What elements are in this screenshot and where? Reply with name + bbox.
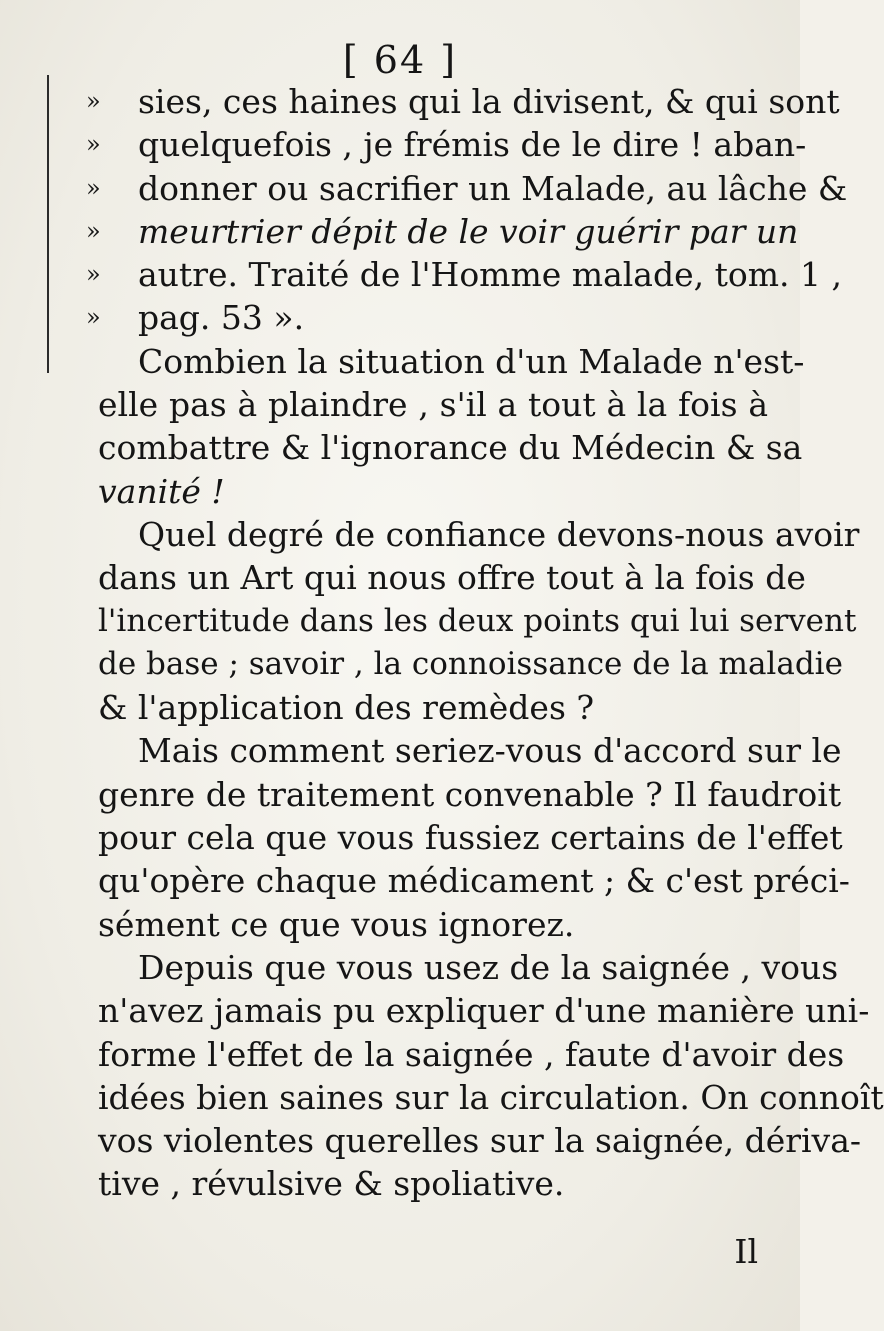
paragraph-line: de base ; savoir , la connoissance de la maladie <box>98 645 843 682</box>
catchword: Il <box>734 1232 758 1271</box>
paragraph-line: Combien la situation d'un Malade n'est- <box>138 341 805 381</box>
paragraph-line: sément ce que vous ignorez. <box>98 904 575 944</box>
quoted-line: » autre. Traité de l'Homme malade, tom. 1 , <box>86 255 842 295</box>
paragraph-line: qu'opère chaque médicament ; & c'est préci- <box>98 861 850 901</box>
paragraph-line: elle pas à plaindre , s'il a tout à la fois à <box>98 385 768 425</box>
quoted-line: » pag. 53 ». <box>86 298 305 338</box>
paragraph-line: n'avez jamais pu expliquer d'une manière uni- <box>98 991 870 1031</box>
page-number: [ 64 ] <box>342 38 458 82</box>
paragraph-line: forme l'effet de la saignée , faute d'avoir des <box>98 1034 845 1074</box>
paragraph-line: idées bien saines sur la circulation. On connoît <box>98 1077 884 1117</box>
quoted-line: » donner ou sacrifier un Malade, au lâche & <box>86 168 848 208</box>
paragraph-line: vanité ! <box>98 471 225 511</box>
paragraph-line: Quel degré de confiance devons-nous avoir <box>138 514 860 554</box>
quoted-line: » quelquefois , je frémis de le dire ! aban- <box>86 125 807 165</box>
paragraph-line: l'incertitude dans les deux points qui lui servent <box>98 602 857 639</box>
quoted-line: » sies, ces haines qui la divisent, & qui sont <box>86 82 840 121</box>
body-text <box>86 80 884 1206</box>
paragraph-line: dans un Art qui nous offre tout à la fois de <box>98 558 806 598</box>
paragraph-line: & l'application des remèdes ? <box>98 688 595 728</box>
paragraph-line: Mais comment seriez-vous d'accord sur le <box>138 731 842 771</box>
paragraph-line: tive , révulsive & spoliative. <box>98 1164 565 1204</box>
paragraph-line: combattre & l'ignorance du Médecin & sa <box>98 428 803 468</box>
paragraph-line: pour cela que vous fussiez certains de l'effet <box>98 818 843 858</box>
paragraph-line: vos violentes querelles sur la saignée, dériva- <box>98 1121 862 1161</box>
quotation-margin-bar <box>47 75 49 373</box>
paragraph-line: Depuis que vous usez de la saignée , vous <box>138 947 839 987</box>
paragraph-line: genre de traitement convenable ? Il faudroit <box>98 774 842 814</box>
quoted-line: » meurtrier dépit de le voir guérir par un <box>86 211 799 251</box>
